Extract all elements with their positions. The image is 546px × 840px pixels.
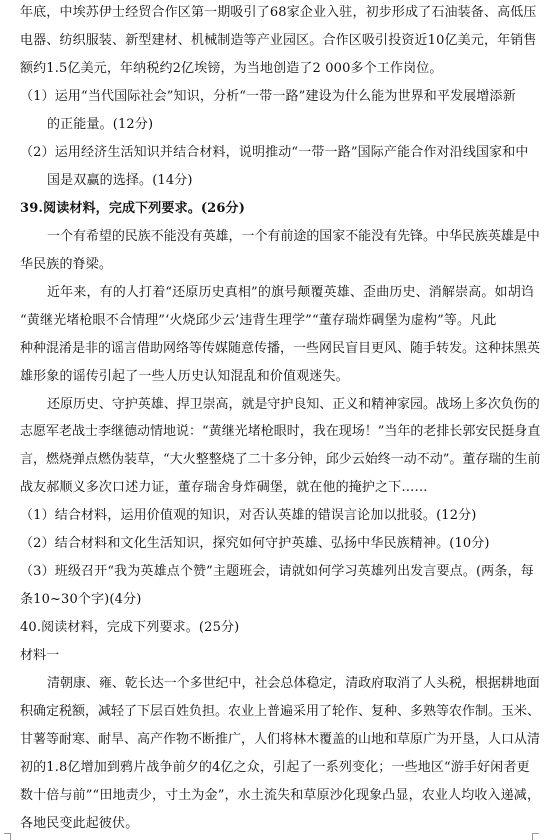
text-line: 积确定税额，减轻了下层百姓负担。农业上普遍采用了轮作、复种、多熟等农作制。玉米、 xyxy=(20,704,541,719)
question-39-2: （2）结合材料和文化生活知识，探究如何守护英雄、弘扬中华民族精神。(10分) xyxy=(20,536,490,551)
text-line: 清朝康、雍、乾长达一个多世纪中，社会总体稳定，清政府取消了人头税，根据耕地面 xyxy=(47,676,540,691)
text-line: “黄继光堵枪眼不合情理”‘火烧邱少云’违背生理学”“董存瑞炸碉堡为虚构”等。凡此 xyxy=(20,313,497,328)
text-line: 国是双赢的选择。(14分) xyxy=(47,173,193,188)
question-39-1: （1）结合材料，运用价值观的知识，对否认英雄的错误言论加以批驳。(12分) xyxy=(20,508,477,523)
question-40-heading: 40.阅读材料，完成下列要求。(25分) xyxy=(20,620,240,635)
text-line: 雄形象的谣传引起了一些人历史认知混乱和价值观迷失。 xyxy=(20,369,349,384)
text-line: 各地民变此起彼伏。 xyxy=(20,816,139,831)
text-line: 年底，中埃苏伊士经贸合作区第一期吸引了68家企业入驻，初步形成了石油装备、高低压 xyxy=(20,5,537,20)
text-line: 志愿军老战士李继德动情地说：“黄继光堵枪眼时，我在现场！”当年的老排长郭安民挺身直 xyxy=(20,424,541,439)
text-line: 甘薯等耐寒、耐旱、高产作物不断推广，人们将林木覆盖的山地和草原广为开垦，人口从清 xyxy=(20,732,541,747)
text-line: 一个有希望的民族不能没有英雄，一个有前途的国家不能没有先锋。中华民族英雄是中 xyxy=(47,229,540,244)
text-line: 条10~30个字)(4分) xyxy=(20,592,142,607)
text-line: 言，燃烧弹点燃伪装草，“大火整整烧了二十多分钟，邱少云始终一动不动”。董存瑞的生前 xyxy=(20,452,541,467)
text-line: 种种混淆是非的谣言借助网络等传媒随意传播，一些网民盲目更风、随手转发。这种抹黑英 xyxy=(20,341,541,356)
question-39-heading: 39.阅读材料，完成下列要求。(26分) xyxy=(20,201,246,216)
text-line: 战友郝顺义多次口述力证，董存瑞舍身炸碉堡，就在他的掩护之下…… xyxy=(20,480,428,495)
question-context-2: （2）运用经济生活知识并结合材料，说明推动“一带一路”国际产能合作对沿线国家和中 xyxy=(20,145,529,160)
text-line: 还原历史、守护英雄、捍卫崇高，就是守护良知、正义和精神家园。战场上多次负伤的 xyxy=(47,397,540,412)
material-1-heading: 材料一 xyxy=(20,648,60,663)
text-line: 数十倍与前”“田地责少，寸土为金”，水土流失和草原沙化现象凸显，农业人均收入递减， xyxy=(20,788,541,803)
text-line: 电器、纺织服装、新型建材、机械制造等产业园区。合作区吸引投资近10亿美元，年销售 xyxy=(20,33,537,48)
text-line: 的正能量。(12分) xyxy=(47,117,154,132)
question-39-3: （3）班级召开“我为英雄点个赞”主题班会，请就如何学习英雄列出发言要点。(两条，每 xyxy=(20,564,534,579)
question-39-context-1: （1）运用“当代国际社会”知识，分析“一带一路”建设为什么能为世界和平发展增添新 xyxy=(20,89,516,104)
text-line: 额约1.5亿美元，年纳税约2亿埃镑，为当地创造了2 000多个工作岗位。 xyxy=(20,61,443,76)
text-line: 近年来，有的人打着“还原历史真相”的旗号颠覆英雄、歪曲历史、消解崇高。如胡诌 xyxy=(47,285,534,300)
text-line: 华民族的脊梁。 xyxy=(20,257,113,272)
text-line: 初的1.8亿增加到鸦片战争前夕的4亿之众，引起了一系列变化；一些地区“游手好闲者更 xyxy=(20,760,530,775)
